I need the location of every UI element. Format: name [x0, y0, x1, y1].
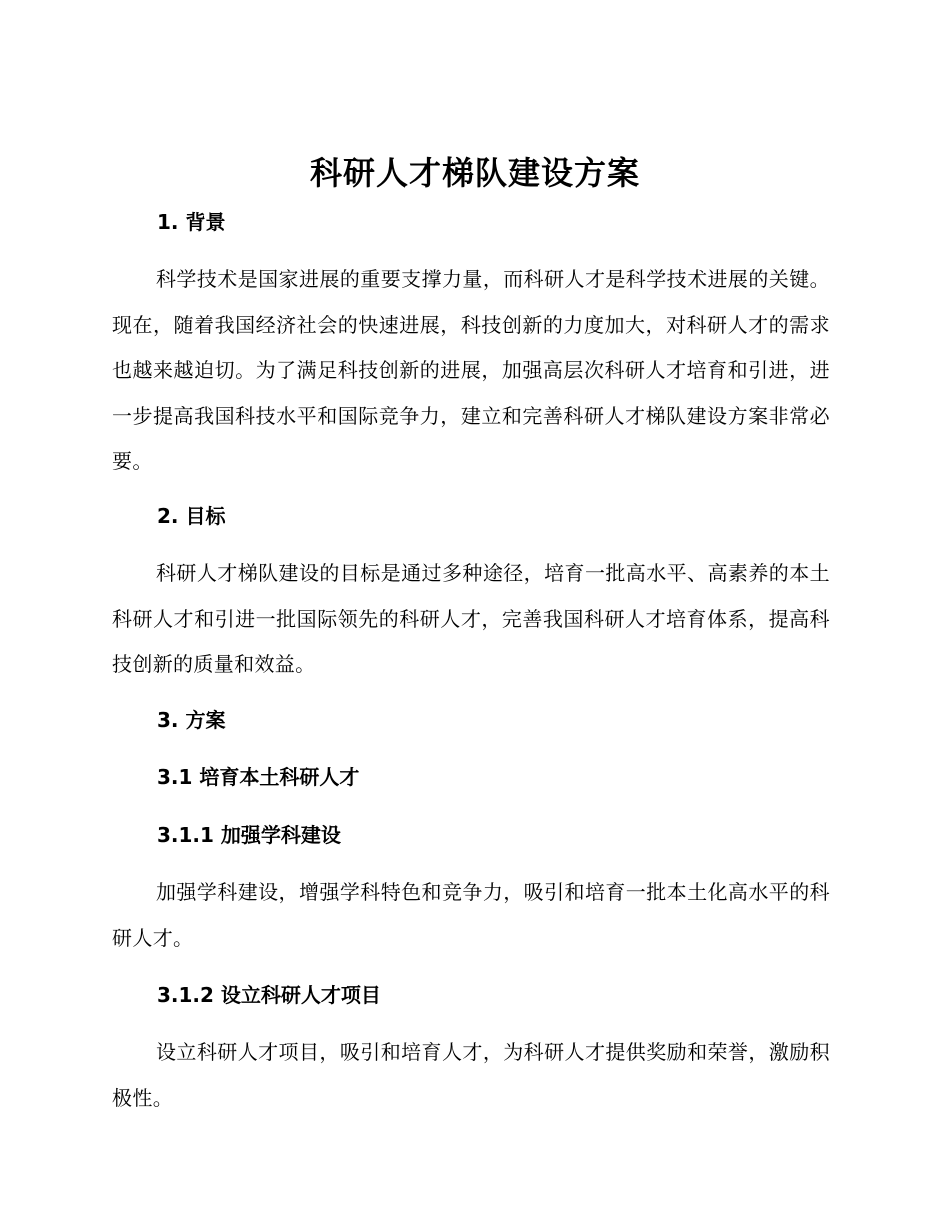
- item-heading-discipline-building: 3.1.1 加强学科建设: [157, 823, 341, 847]
- section-heading-plan: 3. 方案: [157, 708, 226, 732]
- item-paragraph-talent-projects: 设立科研人才项目，吸引和培育人才，为科研人才提供奖励和荣誉，激励积极性。: [112, 1040, 830, 1110]
- section-paragraph-goal: 科研人才梯队建设的目标是通过多种途径，培育一批高水平、高素养的本土科研人才和引进一批国际领先的科研人才，完善我国科研人才培育体系，提高科技创新的质量和效益。: [112, 561, 830, 676]
- document-title: 科研人才梯队建设方案: [309, 154, 640, 192]
- item-paragraph-discipline-building: 加强学科建设，增强学科特色和竞争力，吸引和培育一批本土化高水平的科研人才。: [112, 880, 830, 950]
- section-heading-background: 1. 背景: [157, 210, 226, 234]
- subsection-heading-local-talent: 3.1 培育本土科研人才: [157, 765, 360, 789]
- item-heading-talent-projects: 3.1.2 设立科研人才项目: [157, 983, 381, 1007]
- section-heading-goal: 2. 目标: [157, 504, 226, 528]
- section-paragraph-background: 科学技术是国家进展的重要支撑力量，而科研人才是科学技术进展的关键。现在，随着我国经济社会的快速进展，科技创新的力度加大，对科研人才的需求也越来越迫切。为了满足科技创新的进展，加强高层次科研人才培育和引进，进一步提高我国科技水平和国际竞争力，建立和完善科研人才梯队建设方案非常必要。: [112, 267, 830, 473]
